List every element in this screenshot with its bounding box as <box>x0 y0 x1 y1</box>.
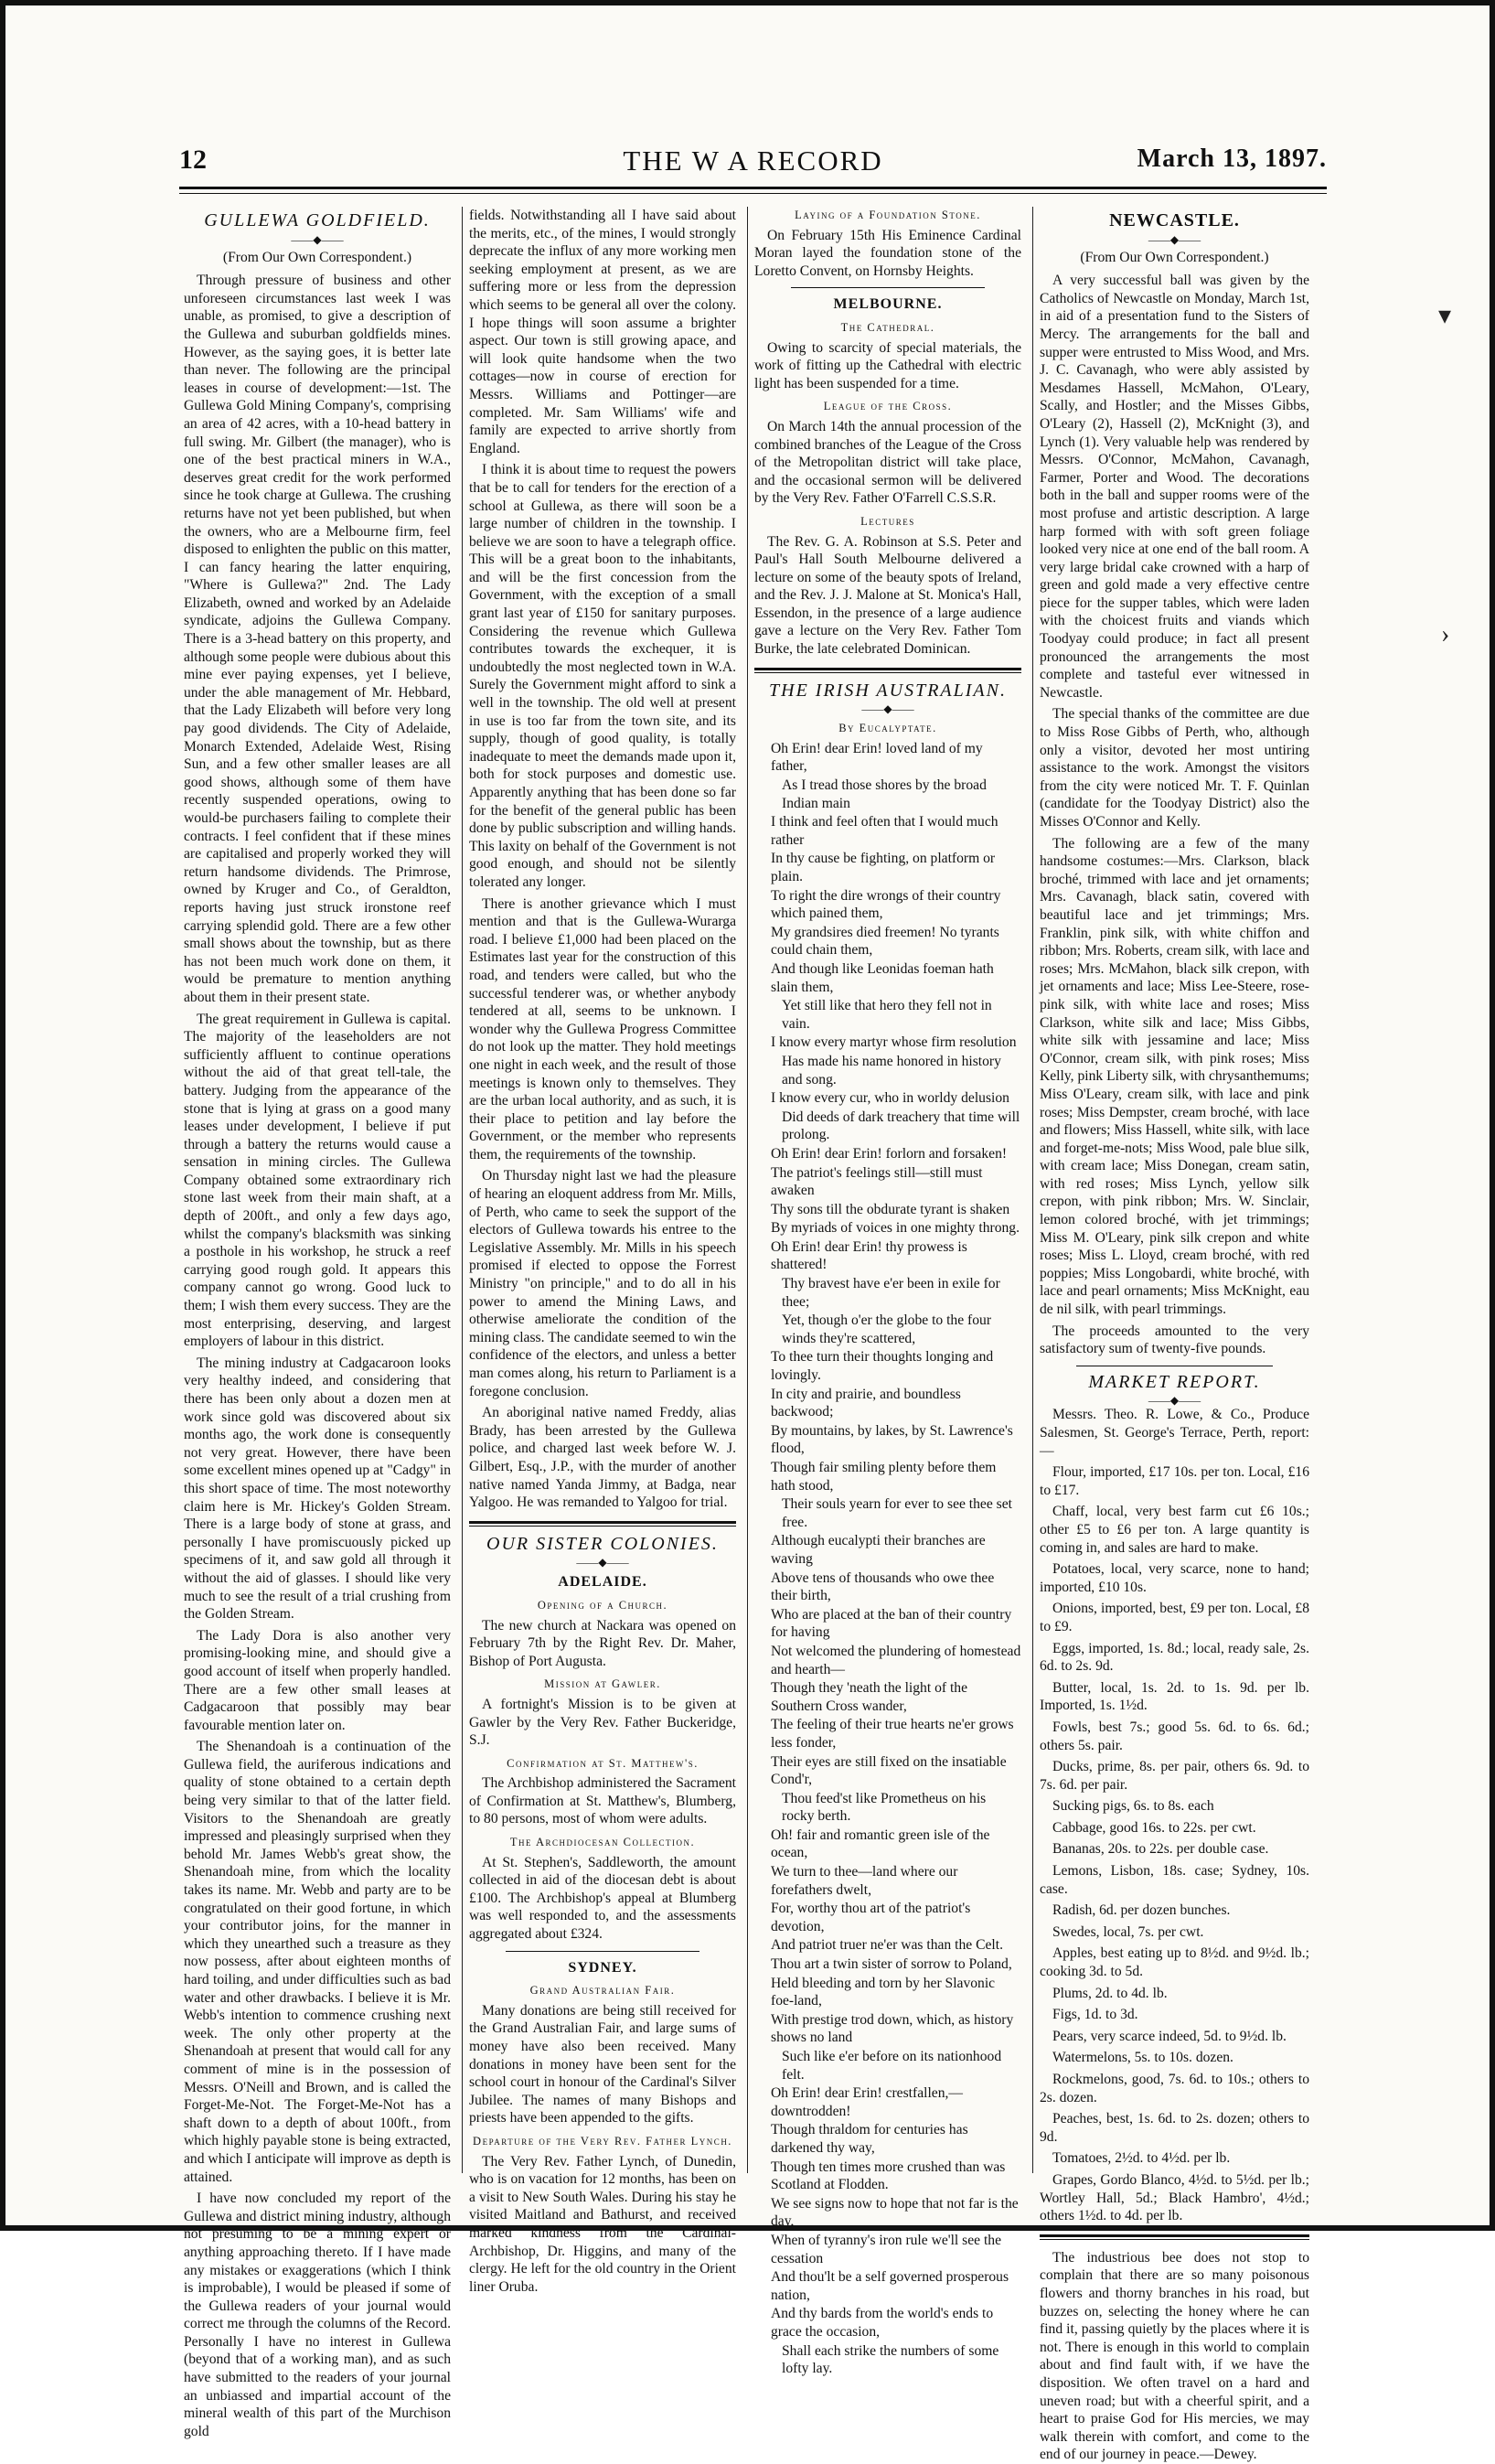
section-rule <box>506 1951 699 1952</box>
item-subheading: Confirmation at St. Matthew's. <box>507 1756 699 1770</box>
paragraph: On February 15th His Eminence Cardinal Moran layed the foundation stone of the Loretto Convent, on Hornsby Heights. <box>754 227 1021 279</box>
paragraph: On March 14th the annual procession of the combined branches of the League of the Cross of the Metropolitan district will take place, and the occasional sermon will be delivered by the Very Rev. Father O'Farrell C.S.S.R. <box>754 418 1021 507</box>
page-header <box>179 145 1327 189</box>
market-entry: Radish, 6d. per dozen bunches. <box>1052 1902 1231 1919</box>
poem-line: For, worthy thou art of the patriot's devotion, <box>771 1901 971 1934</box>
ornament-divider: ——◆—— <box>1148 232 1201 246</box>
poem-line: Their eyes are still fixed on the insatiable Cond'r, <box>771 1753 1007 1788</box>
header-rule <box>179 193 1327 194</box>
market-entry: Lemons, Lisbon, 18s. case; Sydney, 10s. case. <box>1040 1863 1309 1897</box>
poem-line: Oh! fair and romantic green isle of the ocean, <box>771 1827 990 1861</box>
city-heading-sydney: SYDNEY. <box>568 1959 637 1976</box>
paragraph: There is another grievance which I must mention and that is the Gullewa-Wurarga road. I believe £1,000 had been placed on the Estimates last year for the construction of this road, and tenders were called, but who the successful tenderer was, or whether anybody tendered at all, seems to be unknown. I wonder why the Gullewa Progress Committee do not look up the matter. They hold meetings one night in each week, and the result of those meetings is known only to themselves. They are the urban local authority, and as such, it is their place to petition and lay before the Government, or the member who represents them, the requirements of the township. <box>469 895 736 1162</box>
paragraph: The new church at Nackara was opened on February 7th by the Right Rev. Dr. Maher, Bishop of Port Augusta. <box>469 1617 736 1669</box>
poem-line: Above tens of thousands who owe thee their birth, <box>771 1569 995 1604</box>
market-entry: Figs, 1d. to 3d. <box>1052 2007 1138 2023</box>
item-subheading: Mission at Gawler. <box>544 1677 661 1691</box>
market-entry: Rockmelons, good, 7s. 6d. to 10s.; others to 2s. dozen. <box>1040 2072 1309 2105</box>
market-entry: Watermelons, 5s. to 10s. dozen. <box>1052 2050 1233 2066</box>
paragraph: Many donations are being still received for the Grand Australian Fair, and large sums of money have also been received. Many donations in money have been sent for the school court in honour of the Cardinal's Silver Jubilee. The names of many Bishops and priests have been appended to the gifts. <box>469 2002 736 2127</box>
column-rule <box>462 207 463 2173</box>
poem-line: By myriads of voices in one mighty throng. <box>771 1220 1020 1237</box>
market-intro: Messrs. Theo. R. Lowe, & Co., Produce Salesmen, St. George's Terrace, Perth, report:— <box>1040 1407 1309 1459</box>
item-subheading: Lectures <box>860 514 915 528</box>
poem-line: Yet, though o'er the globe to the four winds they're scattered, <box>782 1312 992 1346</box>
masthead-title: THE W A RECORD <box>623 145 883 177</box>
poem-line: Thy bravest have e'er been in exile for thee; <box>782 1276 1000 1310</box>
paragraph: An aboriginal native named Freddy, alias Brady, has been arrested by the Gullewa police, and charged last week before W. J. Gilbert, Esq., J.P., with the murder of another native named Yanda Jimmy, at Badga, near Yalgoo. He was remanded to Yalgoo for trial. <box>469 1405 736 1511</box>
market-entry: Sucking pigs, 6s. to 8s. each <box>1052 1798 1214 1815</box>
poem-line: Not welcomed the plundering of homestead and hearth— <box>771 1643 1021 1677</box>
paragraph: The great requirement in Gullewa is capital. The majority of the leaseholders are not sufficiently affluent to continue operations without the aid of that great tell-tale, the battery. Judging from the appearance of the stone that is lying at grass on a good many leases under development, I believe if put through a battery the returns would cause a sensation in mining circles. The Gullewa Company obtained some extraordinary rich stone last week from their main shaft, at a depth of 200ft., and only a few days ago, whilst the company's blacksmith was sinking a posthole in his workshop, he struck a reef carrying good rough gold. It appears this company cannot go wrong. Good luck to them; I wish them every success. They are the most enterprising, deserving, and largest employers of labour in this district. <box>184 1011 451 1350</box>
article-heading-gullewa: GULLEWA GOLDFIELD. <box>204 210 431 230</box>
poem-line: With prestige trod down, which, as history shows no land <box>771 2011 1014 2046</box>
poem-line: Their souls yearn for ever to see thee set free. <box>782 1496 1012 1530</box>
scan-edge-mark: ▾ <box>1438 302 1452 330</box>
section-rule <box>1040 2234 1309 2240</box>
poem-line: Shall each strike the numbers of some lofty lay. <box>782 2342 999 2377</box>
item-subheading: Grand Australian Fair. <box>529 1984 676 1998</box>
poem-line: I think and feel often that I would much rather <box>771 814 998 848</box>
correspondent-line: (From Our Own Correspondent.) <box>1080 249 1269 265</box>
market-entry: Potatoes, local, very scarce, none to hand; imported, £10 10s. <box>1040 1561 1309 1595</box>
market-entry: Cabbage, good 16s. to 22s. per cwt. <box>1052 1819 1256 1836</box>
poem-line: I know every martyr whose firm resolution <box>771 1034 1017 1051</box>
poem-line: Such like e'er before on its nationhood felt. <box>782 2049 1002 2083</box>
poem-line: Though thraldom for centuries has darkened thy way, <box>771 2122 968 2156</box>
paragraph: At St. Stephen's, Saddleworth, the amount collected in aid of the diocesan debt is about £100. The Archbishop's appeal at Blumberg was well responded to, and the assessments aggregated about £324. <box>469 1854 736 1943</box>
poem-body <box>754 740 1021 2378</box>
market-entry: Onions, imported, best, £9 per ton. Local, £8 to £9. <box>1040 1601 1309 1634</box>
market-entry: Fowls, best 7s.; good 5s. 6d. to 6s. 6d.; others 5s. pair. <box>1040 1719 1309 1753</box>
poem-line: Thou art a twin sister of sorrow to Poland, <box>771 1956 1012 1973</box>
market-entry: Flour, imported, £17 10s. per ton. Local, £16 to £17. <box>1040 1464 1309 1498</box>
poem-author: By Eucalyptate. <box>838 722 937 735</box>
market-entry: Apples, best eating up to 8½d. and 9½d. lb.; cooking 3d. to 5d. <box>1040 1945 1309 1980</box>
ornament-divider: ——◆—— <box>291 232 344 246</box>
paragraph: Through pressure of business and other unforeseen circumstances last week I was unable, as promised, to give a description of the Gullewa and suburban goldfields mines. However, as the saying goes, it is better late than never. The following are the principal leases in course of development:—1st. The Gullewa Gold Mining Company's, comprising an area of 42 acres, with a 10-head battery in full swing. Mr. Gilbert (the manager), who is one of the best practical miners in W.A., deserves great credit for the work performed since he took charge at Gullewa. The crushing returns have not yet been published, but when the owners, who are a Melbourne firm, feel disposed to enlighten the public on this matter, I can fancy hearing the latter enquiring, "Where is Gullewa?" 2nd. The Lady Elizabeth, owned and worked by an Adelaide syndicate, adjoins the Gullewa Company. There is a 3-head battery on this property, and although some people were dubious about this mine ever paying expenses, yet I believe, under the able management of Mr. Hebbard, that the Lady Elizabeth will before very long pay good dividends. The City of Adelaide, Monarch Extended, Adelaide West, Rising Sun, and a few other smaller leases are all good shows, although some of them have recently suspended operations, owing to would-be purchasers failing to complete their contracts. I feel confident that if these mines are capitalised and properly worked they will return handsome dividends. The Primrose, owned by Kruger and Co., of Geraldton, reports having just struck ironstone reef carrying splendid gold. There are a few other small shows about the township, but as there has not been much work done on them, it would be premature to mention anything about them in their present state. <box>184 273 451 1005</box>
market-entry: Tomatoes, 2½d. to 4½d. per lb. <box>1052 2150 1231 2167</box>
market-entry: Plums, 2d. to 4d. lb. <box>1052 1985 1168 2001</box>
market-report-heading: MARKET REPORT. <box>1088 1371 1261 1392</box>
poem-line: Oh Erin! dear Erin! loved land of my father, <box>771 740 983 775</box>
column-4 <box>1040 207 1309 2463</box>
ornament-divider: ——◆—— <box>1148 1394 1201 1408</box>
market-entry: Grapes, Gordo Blanco, 4½d. to 5½d. per lb.; Wortley Hall, 5d.; Black Hambro', 4½d.; others 1½d. to 4d. per lb. <box>1040 2171 1309 2224</box>
closing-paragraph: The industrious bee does not stop to complain that there are so many poisonous flowers and thorny branches in his road, but buzzes on, selecting the honey where he can find it, passing quietly by the places where it is not. There is enough in this world to complain about and find fault with, if we have the disposition. We often travel on a hard and uneven road; but with a cheerful spirit, and a heart to praise God for His mercies, we may walk therein with comfort, and come to the end of our journey in peace.—Dewey. <box>1040 2249 1309 2463</box>
item-subheading: The Archdiocesan Collection. <box>509 1836 696 1849</box>
scan-edge-mark: › <box>1441 620 1450 648</box>
poem-line: Yet still like that hero they fell not in vain. <box>782 998 992 1032</box>
column-3 <box>754 207 1021 2377</box>
item-subheading: Laying of a Foundation Stone. <box>795 209 981 221</box>
paragraph: The Shenandoah is a continuation of the Gullewa field, the auriferous indications and quality of stone obtained to a certain depth being very similar to that of the latter field. Visitors to the Shenandoah are greatly impressed and pleasingly surprised when they behold Mr. James Webb's great show, the Shenandoah mine, from which the locality takes its name. Mr. Webb and party are to be congratulated on their good fortune, in which your contributor joins, for the manner in which they unearthed such a treasure as they now possess, after about eighteen months of hard toiling, and under difficulties such as bad water and other drawbacks. I believe it is Mr. Webb's intention to commence crushing next week. The only other property at the Shenandoah at present that would call for any comment of mine is in the possession of Messrs. O'Neill and Brown, and is called the Forget-Me-Not. The Forget-Me-Not has a shaft down to a depth of about 100ft., from which highly payable stone is being extracted, and which I anticipate will improve as depth is attained. <box>184 1739 451 2185</box>
paragraph: On Thursday night last we had the pleasure of hearing an eloquent address from Mr. Mills, of Perth, who came to seek the support of the electors of Gullewa towards his entree to the Legislative Assembly. Mr. Mills in his speech promised if elected to oppose the Forrest Ministry "on principle," and to do all in his power to amend the Mining Laws, and otherwise ameliorate the condition of the mining class. The candidate seemed to win the confidence of the electors, and unless a better man comes along, his return to Parliament is a foregone conclusion. <box>469 1168 736 1399</box>
poem-line: By mountains, by lakes, by St. Lawrence's flood, <box>771 1422 1013 1457</box>
paragraph: The mining industry at Cadgacaroon looks very healthy indeed, and considering that there has been only about a dozen men at work since gold was discovered about six months ago, the work done is consequently not very great. However, there have been some excellent mines opened up at "Cadgy" in this short space of time. The most noteworthy claim here is Mr. Hickey's Golden Stream. There is a large body of stone at grass, and personally I have promiscuously picked up specimens of it, and saw gold all through it without the aid of glasses. I should like very much to see the result of a trial crushing from the Golden Stream. <box>184 1355 451 1623</box>
section-rule <box>791 287 985 288</box>
issue-date: March 13, 1897. <box>1137 145 1327 173</box>
paragraph: The special thanks of the committee are due to Miss Rose Gibbs of Perth, who, although only a visitor, devoted her most untiring assistance to the work. Amongst the visitors from the city were noticed Mr. T. F. Quinlan (candidate for the Toodyay District) also the Misses O'Connor and Kelly. <box>1040 706 1309 830</box>
item-subheading: The Cathedral. <box>840 320 935 334</box>
city-heading-adelaide: ADELAIDE. <box>558 1574 647 1591</box>
article-heading-newcastle: NEWCASTLE. <box>1109 210 1240 230</box>
section-heading-sister-colonies: OUR SISTER COLONIES. <box>486 1533 719 1554</box>
market-entry: Swedes, local, 7s. per cwt. <box>1052 1923 1204 1940</box>
column-2 <box>469 207 736 2295</box>
paragraph: The Very Rev. Father Lynch, of Dunedin, who is on vacation for 12 months, has been on a visit to New South Wales. During his stay he visited Maitland and Bathurst, and received marked kindness from the Cardinal-Archbishop, Dr. Higgins, and many of the clergy. He left for the old country in the Orient liner Oruba. <box>469 2153 736 2295</box>
paragraph: I have now concluded my report of the Gullewa and district mining industry, although not presuming to be a mining expert or anything approaching thereto. If I have made any mistakes or exaggerations (which I think is improbable), I would be pleased if some of the Gullewa readers of your journal would correct me through the columns of the Record. Personally I have no interest in Gullewa (beyond that of a working man), and as such have submitted to the readers of your journal an unbiassed and impartial account of the mineral wealth of this part of the Murchison gold <box>184 2191 451 2439</box>
item-subheading: League of the Cross. <box>823 400 953 413</box>
paragraph: The proceeds amounted to the very satisfactory sum of twenty-five pounds. <box>1040 1323 1309 1357</box>
poem-line: Though they 'neath the light of the Southern Cross wander, <box>771 1680 968 1714</box>
market-entry: Peaches, best, 1s. 6d. to 2s. dozen; others to 9d. <box>1040 2111 1309 2145</box>
paragraph: The Archbishop administered the Sacrament of Confirmation at St. Matthew's, Blumberg, to 80 persons, most of whom were adults. <box>469 1775 736 1827</box>
poem-line: And thou'lt be a self governed prosperous nation, <box>771 2269 1009 2303</box>
poem-line: Oh Erin! dear Erin! crestfallen,—downtrodden! <box>771 2085 963 2119</box>
paragraph: The Rev. G. A. Robinson at S.S. Peter and Paul's Hall South Melbourne delivered a lecture on some of the beauty spots of Ireland, and the Rev. J. J. Malone at St. Monica's Hall, Essendon, in the presence of a large audience gave a lecture on the Very Rev. Father Tom Burke, the late celebrated Dominican. <box>754 533 1021 658</box>
paragraph: Owing to scarcity of special materials, the work of fitting up the Cathedral with electric light has been suspended for a time. <box>754 339 1021 391</box>
poem-line: Did deeds of dark treachery that time will prolong. <box>782 1109 1020 1143</box>
correspondent-line: (From Our Own Correspondent.) <box>222 249 412 265</box>
poem-line: Thy sons till the obdurate tyrant is shaken <box>771 1201 1010 1217</box>
poem-line: Although eucalypti their branches are waving <box>771 1533 986 1567</box>
market-entry: Pears, very scarce indeed, 5d. to 9½d. lb. <box>1052 2028 1287 2044</box>
poem-line: Thou feed'st like Prometheus on his rocky berth. <box>782 1790 987 1825</box>
market-entry: Ducks, prime, 8s. per pair, others 6s. 9d. to 7s. 6d. per pair. <box>1040 1759 1309 1793</box>
market-entry: Eggs, imported, 1s. 8d.; local, ready sale, 2s. 6d. to 2s. 9d. <box>1040 1640 1309 1675</box>
poem-line: Though fair smiling plenty before them hath stood, <box>771 1460 997 1494</box>
poem-line: Held bleeding and torn by her Slavonic foe-land, <box>771 1975 996 2009</box>
poem-line: And thy bards from the world's ends to grace the occasion, <box>771 2306 994 2340</box>
poem-line: The patriot's feelings still—still must awaken <box>771 1164 983 1199</box>
section-rule <box>754 668 1021 673</box>
poem-line: I know every cur, who in worldy delusion <box>771 1090 1009 1107</box>
poem-line: The feeling of their true hearts ne'er grows less fonder, <box>771 1717 1014 1751</box>
paragraph: fields. Notwithstanding all I have said about the merits, etc., of the mines, I would strongly deprecate the influx of any more working men seeking employment at present, as we are suffering more or less from the depression which seems to be general all over the colony. I hope things will soon assume a brighter aspect. Our town is still growing apace, and will look quite handsome when the two cottages—now in course of erection for Messrs. Williams and Pottinger—are completed. Mr. Sam Williams' wife and family are expected to arrive shortly from England. <box>469 208 736 456</box>
poem-line: My grandsires died freemen! No tyrants could chain them, <box>771 924 999 959</box>
market-entry: Butter, local, 1s. 2d. to 1s. 9d. per lb. Imported, 1s. 1½d. <box>1040 1679 1309 1714</box>
city-heading-melbourne: MELBOURNE. <box>833 296 943 313</box>
poem-line: We see signs now to hope that not far is the day, <box>771 2195 1019 2230</box>
poem-line: Oh Erin! dear Erin! thy prowess is shattered! <box>771 1238 967 1273</box>
poem-line: And patriot truer ne'er was than the Celt. <box>771 1937 1003 1954</box>
item-subheading: Departure of the Very Rev. Father Lynch. <box>473 2134 732 2148</box>
poem-line: Though ten times more crushed than was Scotland at Flodden. <box>771 2159 1006 2193</box>
paragraph: The Lady Dora is also another very promising-looking mine, and should give a good account of itself when properly handled. There are a few other small leases at Cadgacaroon that possibly may bear favourable mention later on. <box>184 1627 451 1733</box>
poem-line: To right the dire wrongs of their country which pained them, <box>771 887 1001 922</box>
poem-line: We turn to thee—land where our forefathers dwelt, <box>771 1864 958 1898</box>
poem-line: Who are placed at the ban of their country for having <box>771 1606 1012 1641</box>
poem-line: Oh Erin! dear Erin! forlorn and forsaken! <box>771 1145 1008 1162</box>
page-number: 12 <box>179 145 207 175</box>
poem-line: In thy cause be fighting, on platform or plain. <box>771 851 996 884</box>
poem-line: To thee turn their thoughts longing and lovingly. <box>771 1349 994 1384</box>
section-rule <box>469 1521 736 1527</box>
poem-line: When of tyranny's iron rule we'll see the cessation <box>771 2232 1002 2266</box>
paragraph: A fortnight's Mission is to be given at Gawler by the Very Rev. Father Buckeridge, S.J. <box>469 1696 736 1749</box>
column-1 <box>184 207 451 2439</box>
paragraph: The following are a few of the many handsome costumes:—Mrs. Clarkson, black broché, trimmed with lace and jet ornaments; Mrs. Cavanagh, black satin, covered with beautiful lace and jet trimmings; Mrs. Franklin, pink silk, with white chiffon and ribbon; Mrs. Roberts, cream silk, with lace and roses; Mrs. McMahon, black silk crepon, with jet ornaments and lace; Miss Lee-Steere, rose-pink silk, with white lace and roses; Miss Clarkson, white silk and lace; Miss Gibbs, white silk with jessamine and lace; Miss O'Connor, cream silk, with pink roses; Miss Kelly, pink Liberty silk, with chrysanthemums; Miss O'Leary, cream silk, with lace and pink roses; Miss Dempster, cream broché, with lace and flowers; Miss Hassell, white silk, with lace and forget-me-nots; Miss Wood, pale blue silk, with cream lace; Miss Donegan, cream satin, with red roses; Miss Lynch, yellow silk crepon, with pink ribbon; Mrs. W. Sinclair, lemon colored broché, with jet trimmings; Miss M. O'Leary, pink silk crepon and white roses; Miss L. Lloyd, cream broché, with red poppies; Miss Longobardi, white broché, with lace and pearl ornaments; Miss McKnight, eau de nil silk, with pearl trimmings. <box>1040 835 1309 1318</box>
column-rule <box>747 207 748 2173</box>
market-entry: Bananas, 20s. to 22s. per double case. <box>1052 1841 1269 1858</box>
poem-line: Has made his name honored in history and song. <box>782 1053 1001 1087</box>
ornament-divider: ——◆—— <box>861 702 914 716</box>
column-rule <box>1032 207 1033 2173</box>
poem-heading: THE IRISH AUSTRALIAN. <box>769 680 1007 701</box>
poem-line: And though like Leonidas foeman hath slain them, <box>771 960 994 995</box>
market-list <box>1040 1463 1309 2225</box>
item-subheading: Opening of a Church. <box>537 1598 668 1612</box>
paragraph: A very successful ball was given by the Catholics of Newcastle on Monday, March 1st, in aid of a presentation fund to the Sisters of Mercy. The arrangements for the ball and supper were entrusted to Miss Wood, and Mrs. J. C. Cavanagh, who were ably assisted by Mesdames Hassell, McMahon, O'Leary, Scally, and Hostler; and the Misses Gibbs, O'Leary (2), Hassell (2), McKnight (3), and Lynch (1). Very valuable help was rendered by Messrs. O'Connor, McMahon, Cavanagh, Farmer, Porter and Wood. The decorations both in the ball and supper rooms were of the most profuse and artistic description. A large harp formed with with soft green foliage looked very nice at one end of the ball room. A very large bridal cake crowned with a harp of green and gold made a very effective centre piece for the supper tables, which were laden with the choicest fruits and viands which Toodyay could produce; in fact all present pronounced the arrangements the most complete and tasteful ever witnessed in Newcastle. <box>1040 273 1309 701</box>
market-entry: Chaff, local, very best farm cut £6 10s.; other £5 to £6 per ton. A large quantity is coming in, and sales are hard to make. <box>1040 1504 1309 1556</box>
poem-line: As I tread those shores by the broad Indian main <box>782 777 987 811</box>
poem-line: In city and prairie, and boundless backwood; <box>771 1386 961 1420</box>
paragraph: I think it is about time to request the powers that be to call for tenders for the erection of a school at Gullewa, as there will soon be a large number of children in the township. I believe we are soon to have a telegraph office. This will be a great boon to the inhabitants, and will be the first concession from the Government, with the exception of a small grant last year of £150 for sanitary purposes. Considering the revenue which Gullewa contributes towards the exchequer, it is undoubtedly the most neglected town in W.A. Surely the Government might afford to sink a well in the township. The old well at present in use is too far from the town site, and its supply, though of good quality, is totally inadequate to meet the demands made upon it, both for stock purposes and domestic use. Apparently anything that has been done so far for the benefit of the general public has been done by public subscription and willing hands. This laxity on behalf of the Government is not good enough, and should not be silently tolerated any longer. <box>469 462 736 890</box>
ornament-divider: ——◆—— <box>576 1556 629 1569</box>
